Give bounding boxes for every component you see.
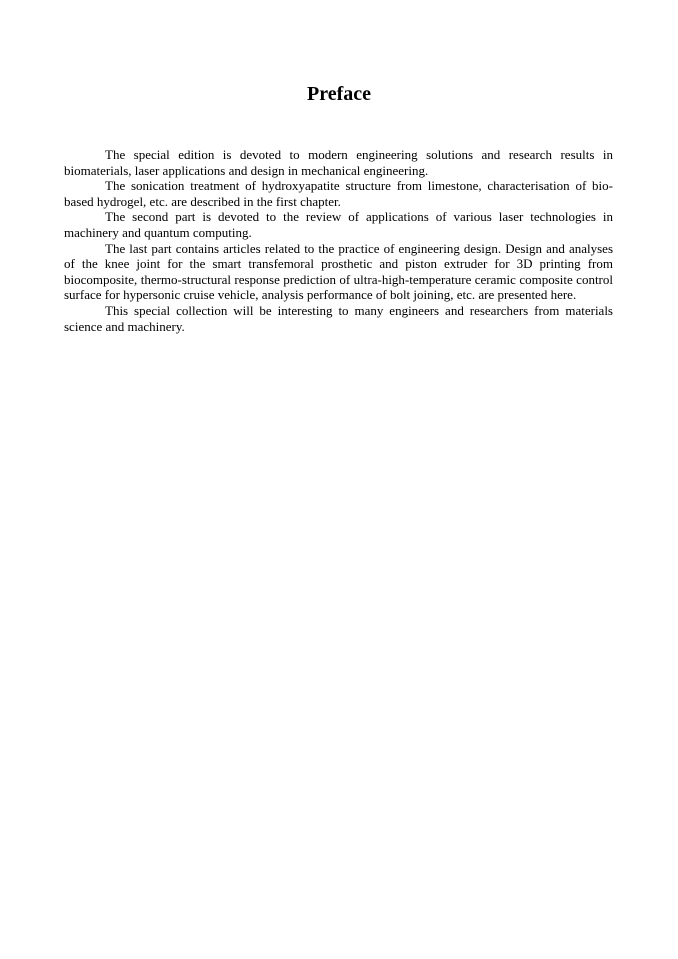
preface-body bbox=[64, 147, 613, 334]
paragraph-intro: The special edition is devoted to modern engineering solutions and research results in biomaterials, laser applications and design in mechanical engineering. bbox=[64, 147, 613, 178]
paragraph-closing: This special collection will be interesting to many engineers and researchers from materials science and machinery. bbox=[64, 302, 613, 334]
page-title: Preface bbox=[306, 83, 372, 105]
paragraph-second-part: The second part is devoted to the review of applications of various laser technologies in machinery and quantum computing. bbox=[64, 209, 613, 240]
paragraph-first-chapter: The sonication treatment of hydroxyapatite structure from limestone, characterisation of bio-based hydrogel, etc. are described in the first chapter. bbox=[64, 178, 613, 209]
paragraph-last-part: The last part contains articles related to the practice of engineering design. Design and analyses of the knee joint for the smart transfemoral prosthetic and piston extruder for 3D printing from biocomposite, thermo-structural response prediction of ultra-high-temperature ceramic composite control surface for hypersonic cruise vehicle, analysis performance of bolt joining, etc. are presented here. bbox=[64, 240, 613, 303]
